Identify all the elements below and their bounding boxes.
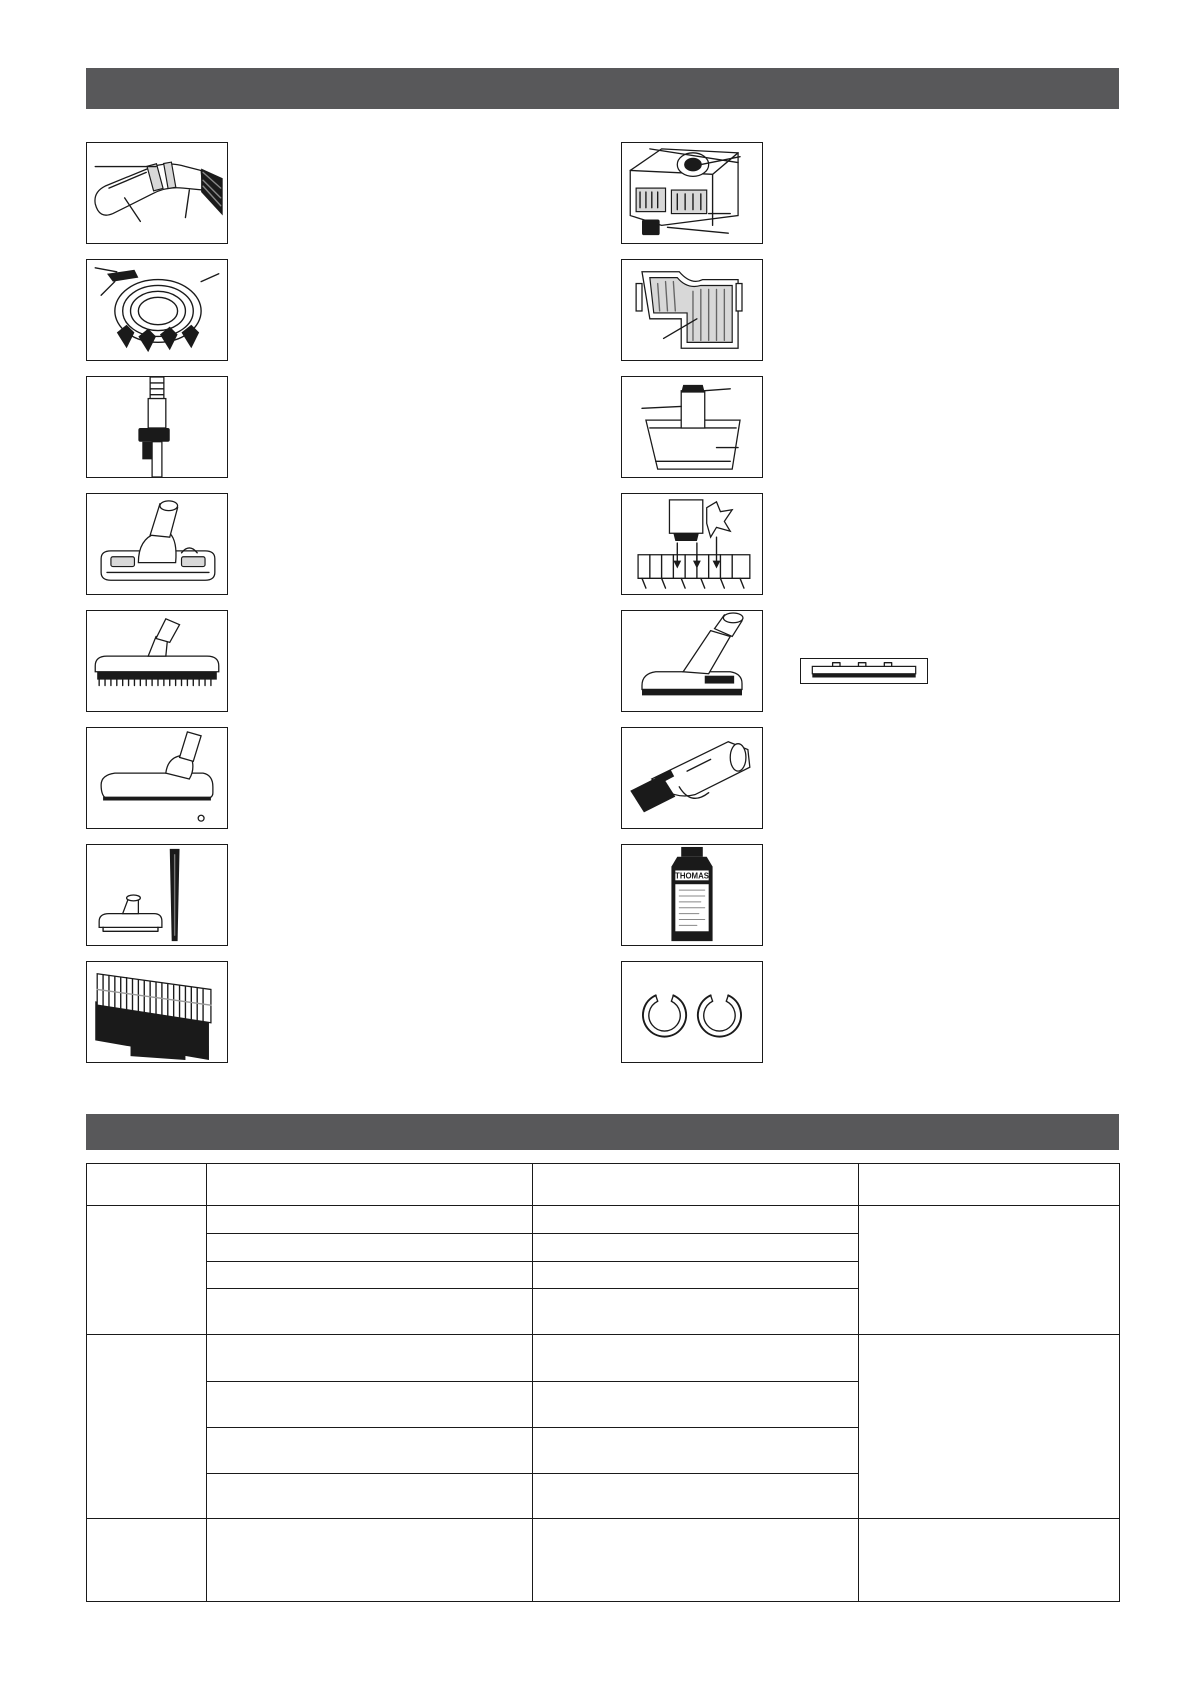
table-cell <box>207 1206 533 1234</box>
table-cell <box>533 1428 859 1474</box>
header-cell <box>533 1164 859 1206</box>
table-cell <box>207 1335 533 1382</box>
table-row <box>87 1206 1120 1234</box>
table-cell <box>533 1234 859 1262</box>
shampoo-bottle-icon <box>621 844 763 946</box>
group-note-cell <box>859 1206 1120 1335</box>
table-cell <box>533 1519 859 1602</box>
group-note-cell <box>859 1335 1120 1519</box>
table-cell <box>207 1262 533 1289</box>
group-label-cell <box>87 1206 207 1335</box>
upholstery-spray-nozzle-icon <box>621 727 763 829</box>
table-cell <box>533 1382 859 1428</box>
table-cell <box>533 1206 859 1234</box>
table-section-header <box>86 1114 1119 1150</box>
group-label-cell <box>87 1519 207 1602</box>
upholstery-and-crevice-nozzle-icon <box>86 844 228 946</box>
table-row <box>87 1335 1120 1382</box>
turbo-brush-icon <box>86 493 228 595</box>
table-cell <box>533 1335 859 1382</box>
table-cell <box>533 1474 859 1519</box>
wiper-insert-icon <box>800 658 928 684</box>
hose-coil-icon <box>86 259 228 361</box>
specification-table <box>86 1163 1120 1602</box>
table-cell <box>207 1519 533 1602</box>
header-cell <box>859 1164 1120 1206</box>
filter-insert-icon <box>621 259 763 361</box>
table-cell <box>207 1474 533 1519</box>
hepa-filter-icon <box>86 961 228 1063</box>
hose-handle-icon <box>86 142 228 244</box>
table-cell <box>533 1289 859 1335</box>
group-label-cell <box>87 1335 207 1519</box>
telescopic-tube-icon <box>86 376 228 478</box>
water-filter-box-icon <box>621 142 763 244</box>
filter-assembly-icon <box>621 493 763 595</box>
table-header-row <box>87 1164 1120 1206</box>
table-cell <box>533 1262 859 1289</box>
accessories-section-header <box>86 68 1119 109</box>
water-tank-icon <box>621 376 763 478</box>
table-cell <box>207 1428 533 1474</box>
table-row <box>87 1519 1120 1602</box>
group-note-cell <box>859 1519 1120 1602</box>
table-cell <box>207 1289 533 1335</box>
parquet-brush-icon <box>86 610 228 712</box>
table-cell <box>207 1234 533 1262</box>
header-cell <box>87 1164 207 1206</box>
floor-nozzle-icon <box>86 727 228 829</box>
spray-nozzle-icon <box>621 610 763 712</box>
table-cell <box>207 1382 533 1428</box>
clip-rings-icon <box>621 961 763 1063</box>
header-cell <box>207 1164 533 1206</box>
bottle-brand-label: THOMAS <box>675 871 709 881</box>
